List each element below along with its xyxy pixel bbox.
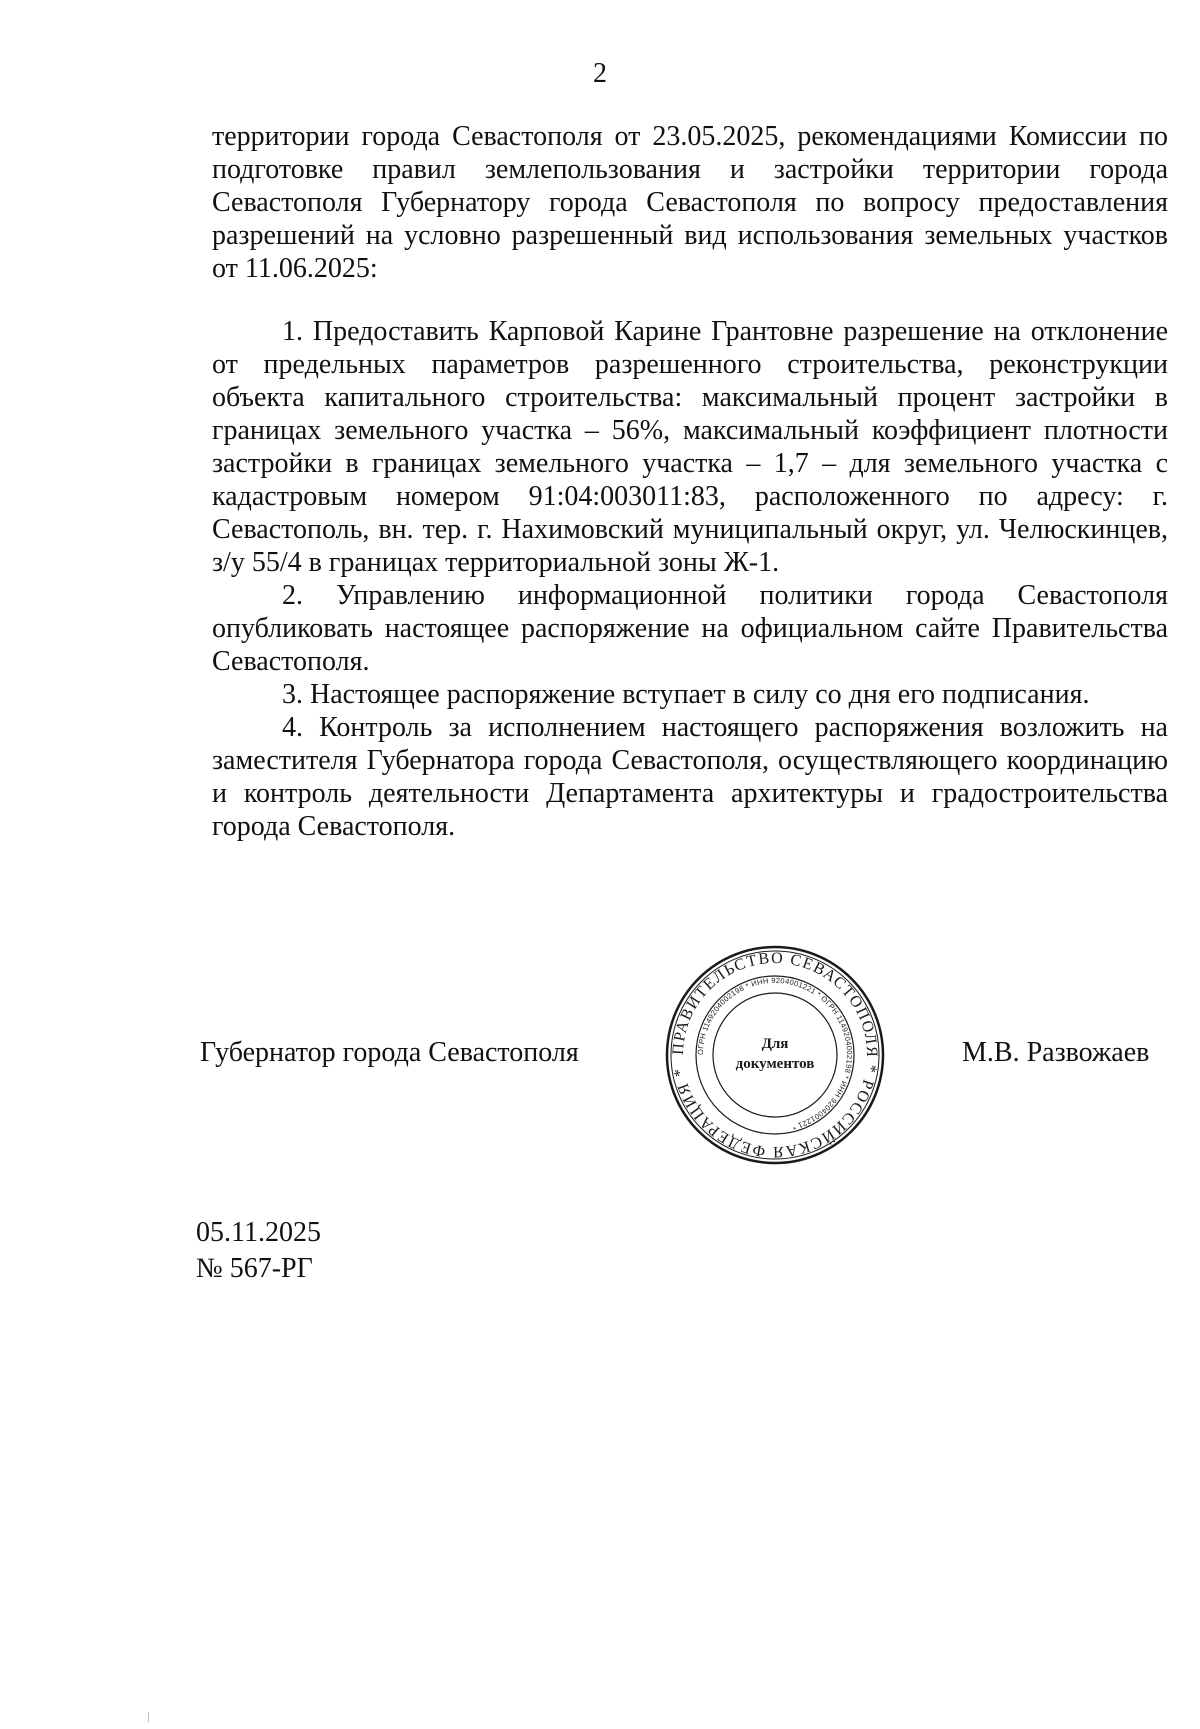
official-seal-stamp bbox=[664, 944, 886, 1166]
clause-1: 1. Предоставить Карповой Карине Грантовне разрешение на отклонение от предельных параметров разрешенного строительства, реконструкции объекта капитального строительства: максимальный процент застройки в границах земельного участка – 56%, максимальный коэффициент плотности застройки в границах земельного участка – 1,7 – для земельного участка с кадастровым номером 91:04:003011:83, расположенного по адресу: г. Севастополь, вн. тер. г. Нахимовский муниципальный округ, ул. Челюскинцев, з/у 55/4 в границах территориальной зоны Ж-1. bbox=[212, 316, 1168, 578]
clause-3: 3. Настоящее распоряжение вступает в силу со дня его подписания. bbox=[282, 679, 1090, 710]
seal-inner-text: ОГРН 1149204002198 * ИНН 9204001221 * ОГРН 1149204002198 * ИНН 9204001221 * bbox=[695, 975, 855, 1132]
clause-2: 2. Управлению информационной политики города Севастополя опубликовать настоящее распоряжение на официальном сайте Правительства Севастополя. bbox=[212, 580, 1168, 677]
seal-inner-ring bbox=[713, 993, 837, 1117]
seal-center-line1: Для bbox=[761, 1036, 789, 1052]
scan-speck bbox=[148, 1712, 149, 1722]
seal-graphic bbox=[664, 944, 886, 1166]
document-date: 05.11.2025 bbox=[196, 1217, 321, 1248]
document-body bbox=[212, 120, 1168, 843]
seal-center-line2: документов bbox=[735, 1056, 815, 1072]
document-number: № 567-РГ bbox=[196, 1253, 313, 1284]
intro-paragraph: территории города Севастополя от 23.05.2025, рекомендациями Комиссии по подготовке правил землепользования и застройки территории города Севастополя Губернатору города Севастополя по вопросу предоставления разрешений на условно разрешенный вид использования земельных участков от 11.06.2025: bbox=[212, 121, 1168, 284]
page-number: 2 bbox=[593, 58, 607, 89]
signer-name: М.В. Развожаев bbox=[962, 1037, 1150, 1068]
clause-4: 4. Контроль за исполнением настоящего распоряжения возложить на заместителя Губернатора города Севастополя, осуществляющего координацию и контроль деятельности Департамента архитектуры и градостроительства города Севастополя. bbox=[212, 712, 1168, 842]
paragraph-gap bbox=[212, 285, 1168, 315]
seal-outer-text: ПРАВИТЕЛЬСТВО СЕВАСТОПОЛЯ * РОССИЙСКАЯ ФЕДЕРАЦИЯ * bbox=[669, 949, 881, 1161]
signer-position: Губернатор города Севастополя bbox=[200, 1037, 579, 1068]
